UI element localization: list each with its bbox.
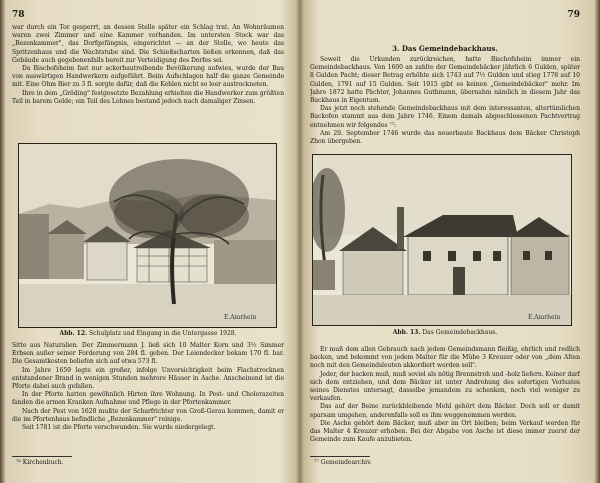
paragraph: Sitte aus Naturalien. Der Zimmermann J. ließ sich 10 Malter Korn und 3½ Simmer Erbsen außer seiner Forderung von 284 fl. geben. Der Leiendecker bekam 170 fl. bar. Die Gesamtkosten beliefen sich auf etwa 573 fl. <box>12 342 284 366</box>
footnote-rule <box>310 456 370 457</box>
sketch-image <box>19 144 276 327</box>
paragraph: Ihre in dem „Gröding" festgesetzte Bezahlung erhielten die Handwerker zum größten Teil in barem Gelde; ein Teil des Lohnes bestand jedoch nach damaliger Zinsen. <box>12 89 284 105</box>
footnote-rule <box>12 456 72 457</box>
text-block <box>310 56 580 146</box>
page-number: 78 <box>12 10 25 20</box>
section-heading: 3. Das Gemeindebackhaus. <box>392 44 498 53</box>
paragraph: Seit 1781 ist die Pforte verschwunden. Sie wurde niedergelegt. <box>22 424 216 432</box>
left-page <box>12 10 284 478</box>
figure-caption <box>12 330 284 337</box>
text-block <box>12 24 284 106</box>
paragraph: Das jetzt noch stehende Gemeindebackhaus mit dem interessanten, altertümlichen Backofen stammt aus dem Jahre 1746. Einem damals abgeschlossenen Pachtvertrag entnehmen wir folgendes ⁷⁷: <box>310 105 580 129</box>
paragraph: Das auf der Beine zurückbleibende Mehl gehört dem Bäcker. Doch soll er damit sparsam umgehen, anderenfalls soll es ihm weggenommen werden. <box>310 403 580 419</box>
paragraph: Die Asche gehört dem Bäcker, muß aber im Ort bleiben; beim Verkauf werden für das Malter 4 Kreuzer erhoben. Bei der Abgabe von Asche ist diese immer zuerst der Gemeinde zum Kaufe anzubieten. <box>310 419 580 444</box>
text-block <box>12 342 284 432</box>
paragraph: Jeder, der backen muß, muß soviel als nötig Brennstroh und -holz liefern. Keiner darf sich dem entziehen, und dem Bäcker ist unter Androhung des sofortigen Verlustes seines Dienstes untersagt, dasselbe jemandem zu schenken, noch viel weniger zu verkaufen. <box>310 370 580 403</box>
footnote: ⁷⁶ Kirchenbuch. <box>16 459 64 466</box>
artist-signature: E.Amrhein <box>528 314 561 321</box>
paragraph: Im Jahre 1659 legte ein großer, infolge Unvorsichtigkeit beim Flachstrocknen entstandener Brand in wenigen Stunden mehrere Häuser in Asche. Anscheinend ist die Pforte dabei auch gefallen. <box>12 366 284 391</box>
paragraph: war durch ein Tor gesperrt, an dessen Stelle später ein Schlag trat. An Wohnräumen waren zwei Zimmer und eine Kammer vorhanden. Im untersten Stock war das „Bezenkammer", das Dorfgefängnis, eingerichtet — an der Stelle, wo heute das Spritzenhaus und die Wachtstube sind. Die Schießscharten ließen erkennen, daß das Gebäude auch gegebenenfalls bereit zur Verteidigung des Dorfes sei. <box>12 24 284 64</box>
footnote: ⁷⁷ Gemeindearchiv. <box>314 459 372 466</box>
paragraph: Nach der Pest von 1628 mußte der Scharfrichter von Groß-Gerau kommen, damit er die im Pfortenhaus befindliche „Bezenkammer" reinige. <box>12 407 284 423</box>
artist-signature: E.Amrhein <box>224 314 257 321</box>
sketch-image <box>313 155 571 325</box>
caption-text: Das Gemeindebackhaus. <box>422 329 498 336</box>
paragraph: In der Pforte hatten gewöhnlich Hirten ihre Wohnung. In Pest- und Cholerazeiten fanden die armen Kranken Aufnahme und Pflege in der Pfortenkammer. <box>12 391 284 407</box>
figure-caption <box>310 329 580 336</box>
page-number: 79 <box>567 10 580 20</box>
paragraph: Soweit die Urkunden zurückreichen, hatte Bischofsheim immer ein Gemeindebackhaus. Von 1600 an zahlte der Gemeindebäcker jährlich 6 Gulden, später 8 Gulden Pacht; dieser Betrag erhöhte sich 1743 auf 7½ Gulden und stieg 1778 auf 10 Gulden, 1791 auf 15 Gulden. Seit 1915 gibt es keinen „Gemeindebäcker" mehr. Im Jahre 1872 hatte Pächter, Johannes Guthmann, übernahm nämlich in diesem Jahr das Backhaus in Eigentum. <box>310 56 580 105</box>
paragraph: Da Bischofsheim fast nur ackerbautreibende Bevölkerung aufwies, wurde der Bau von auswärtigen Handwerkern aufgeführt. Beim Aufschlagen half die ganze Gemeinde mit. Eine Ohm Bier zu 3 fl. sorgte dafür, daß die Kehlen nicht so leer austrockneten. <box>12 65 284 89</box>
figure-illustration-bakehouse <box>312 154 572 326</box>
figure-illustration-school-square <box>18 143 277 328</box>
right-page <box>310 10 580 478</box>
caption-label: Abb. 13. <box>392 329 421 336</box>
paragraph: Er muß dem allen Gebrauch nach jedem Gemeindsmann fleißig, ehrlich und redlich backen, und bekommt von jedem Malter für die Mühe 3 Kreuzer oder von „dem Alten noch mit den Gemeindsleuten akkordiert werden soll". <box>310 346 580 370</box>
text-block <box>310 346 580 444</box>
caption-text: Schulplatz und Eingang in die Untergasse 1928. <box>89 330 237 337</box>
paragraph: Am 29. September 1746 wurde das neuerbaute Backhaus dem Bäcker Christoph Zhon übergeben. <box>310 129 580 146</box>
caption-label: Abb. 12. <box>59 330 88 337</box>
